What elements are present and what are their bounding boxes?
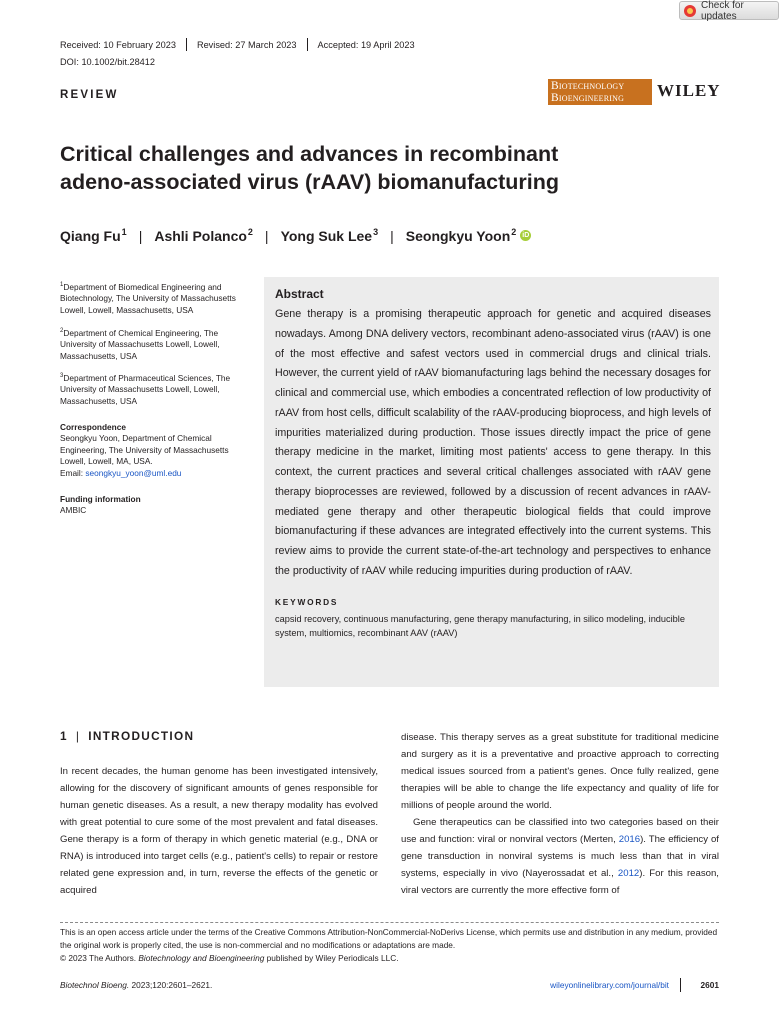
journal-logo-line1: Biotechnology — [551, 80, 625, 92]
author-separator: | — [264, 227, 269, 244]
funding-text: AMBIC — [60, 505, 87, 516]
author[interactable]: Qiang Fu$^1$ — [60, 227, 127, 244]
paragraph: Gene therapeutics can be classified into two categories based on their use and function: viral or nonviral vectors (Merten, 2016). The efficiency of gene transduction in nonviral systems is much less than that in viral systems, especially in vivo (Nayerossadat et al., 2012). For this reason, viral vectors are currently the more effective form of — [401, 817, 719, 896]
orcid-icon[interactable]: iD — [522, 232, 530, 239]
correspondence-text: Seongkyu Yoon, Department of Chemical Engineering, The University of Massachusetts Lowell, Lowell, MA, USA. — [60, 433, 229, 467]
divider — [307, 38, 308, 51]
check-for-updates-label: Check for updates — [701, 0, 744, 22]
body-column-left — [60, 763, 378, 899]
page-number: 2601 — [700, 980, 719, 990]
affiliation: $^1$Department of Biomedical Engineering and Biotechnology, The University of Massachusetts Lowell, Lowell, Massachusetts, USA — [60, 281, 236, 315]
journal-url-link[interactable]: wileyonlinelibrary.com/journal/bit — [550, 980, 669, 990]
article-title: Critical challenges and advances in recombinant adeno-associated virus (rAAV) biomanufacturing — [60, 142, 559, 194]
article-type: REVIEW — [60, 89, 119, 101]
keywords-text: capsid recovery, continuous manufacturing, gene therapy manufacturing, in silico modeling, inducible system, multiomics, recombinant AAV (rAAV) — [275, 613, 685, 638]
abstract-heading: Abstract — [275, 287, 324, 301]
accepted-date: Accepted: 19 April 2023 — [317, 39, 415, 50]
email-link[interactable]: seongkyu_yoon@uml.edu — [85, 468, 182, 479]
citation: Biotechnol Bioeng. 2023;120:2601–2621. — [60, 980, 213, 990]
affiliations-column — [60, 280, 252, 517]
license-notice — [60, 926, 719, 965]
revised-date: Revised: 27 March 2023 — [196, 39, 297, 50]
license-text: This is an open access article under the terms of the Creative Commons Attribution-NonCommercial-NoDerivs License, which permits use and distribution in any medium, provided the original work is properly cited, the use is non-commercial and no modifications or adaptations are made. — [60, 927, 718, 950]
author[interactable]: Ashli Polanco$^2$ — [154, 227, 253, 244]
section-separator: | — [75, 729, 81, 743]
affiliation: $^2$Department of Chemical Engineering, The University of Massachusetts Lowell, Lowell, Massachusetts, USA — [60, 327, 220, 361]
journal-logo — [548, 79, 652, 105]
keywords-heading: KEYWORDS — [275, 596, 339, 607]
footer-divider — [60, 922, 719, 923]
section-heading — [60, 729, 194, 743]
journal-logo-line2: Bioengineering — [551, 92, 625, 104]
correspondence-email: Email: seongkyu_yoon@uml.edu — [60, 468, 182, 479]
correspondence-heading: Correspondence — [60, 421, 126, 432]
abstract-text: Gene therapy is a promising therapeutic approach for genetic and acquired diseases nowadays. Among DNA delivery vectors, recombinant adeno-associated virus (rAAV) is one of the most effective and safest vectors used in commercial drugs and clinical trials. However, the current yield of rAAV biomanufacturing lags behind the necessary dosages for clinical and commercial use, which embodies a concentrated reflection of low productivity of rAAV from host cells, difficult scalability of the rAAV-producing bioprocess, and high levels of impurities materialized during production. Those issues directly impact the price of gene therapy medicine in the market, limiting most patients' access to gene therapy. In this context, the current practices and several critical challenges associated with rAAV gene therapy bioprocesses are reviewed, followed by a discussion of recent advances in rAAV-mediated gene therapy and other therapeutic biological fields that could improve biomanufacturing if these advances are integrated effectively into the current systems. This review aims to provide the current state-of-the-art technology and perspectives to enhance the productivity of rAAV while reducing impurities during production of rAAV. — [275, 308, 711, 577]
affiliation: $^3$Department of Pharmaceutical Sciences, The University of Massachusetts Lowell, Lowell, Massachusetts, USA — [60, 372, 231, 407]
copyright-text: © 2023 The Authors. Biotechnology and Bioengineering published by Wiley Periodicals LLC. — [60, 953, 399, 963]
paragraph: In recent decades, the human genome has been investigated intensively, allowing for the discovery of significant amounts of genes responsible for human genetic diseases. As a result, a new therapy modality has evolved with great potential to cure some of the most prevalent and fatal diseases. Gene therapy is a form of therapy in which genetic material (e.g., DNA or RNA) is introduced into target cells (e.g., patient's cells) to repair or restore related gene expression and, in turn, reverse the effects of the genetic or acquired — [60, 766, 378, 896]
section-title: INTRODUCTION — [88, 729, 195, 743]
author-list — [60, 227, 531, 244]
section-number: 1 — [60, 729, 68, 743]
citation-link[interactable]: 2016 — [618, 834, 641, 845]
body-column-right — [401, 729, 719, 899]
check-for-updates-button[interactable] — [679, 1, 779, 20]
divider — [186, 38, 187, 51]
author-separator: | — [138, 227, 143, 244]
doi: DOI: 10.1002/bit.28412 — [60, 57, 156, 67]
publisher-logo: WILEY — [657, 81, 721, 100]
abstract-box — [264, 277, 719, 687]
paragraph: disease. This therapy serves as a great substitute for traditional medicine and surgery as it is a preventative and proactive approach to correcting medical issues sourced from a patient's genes. Once fully realized, gene therapies will be able to change the life expectancy and quality of life for millions of people around the world. — [401, 732, 719, 811]
citation-link[interactable]: 2012 — [617, 868, 640, 879]
author[interactable]: Seongkyu Yoon$^2$ — [405, 227, 517, 244]
crossmark-icon — [684, 5, 696, 17]
divider — [680, 978, 681, 992]
received-date: Received: 10 February 2023 — [60, 39, 176, 50]
author[interactable]: Yong Suk Lee$^3$ — [280, 227, 379, 244]
article-dates — [60, 38, 415, 51]
author-separator: | — [390, 227, 394, 244]
funding-heading: Funding information — [60, 493, 141, 504]
